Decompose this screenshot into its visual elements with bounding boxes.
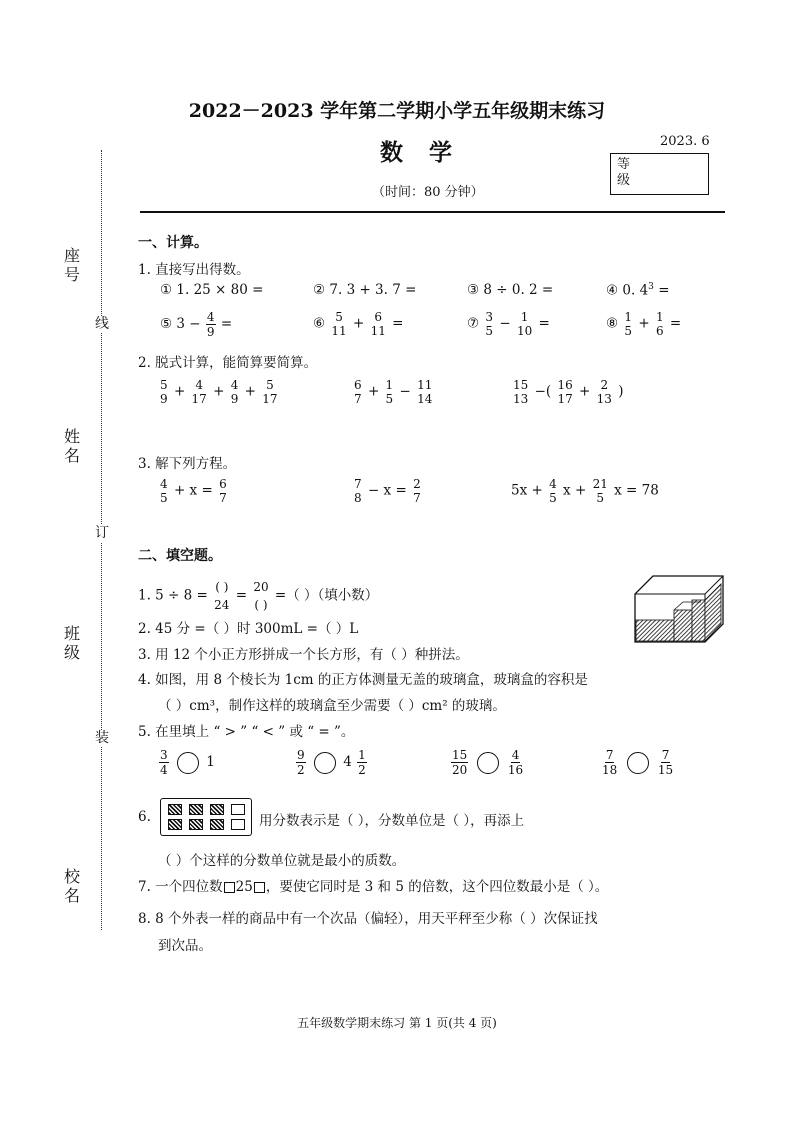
s1-q2-stem: 2. 脱式计算，能简算要简算。 [138, 355, 318, 371]
header-rule [140, 211, 725, 213]
fraction-strip-figure [160, 798, 252, 836]
s2-q1: 1. 5 ÷ 8 = ( ) 24 = 20 ( ) =（ ）（填小数） [138, 580, 379, 612]
school-label: 校名 [63, 867, 80, 905]
s1-q3-eq-1: 4 5 + x = 6 7 [160, 477, 227, 505]
binding-mark-zhuang: 装 [95, 730, 109, 746]
s1-q1-item-3: ③ 8 ÷ 0. 2 = [467, 282, 554, 298]
glass-box-figure [631, 572, 726, 644]
s2-q6-line-1: 用分数表示是（ ），分数单位是（ ），再添上 [259, 813, 525, 829]
grade-box [610, 153, 709, 195]
s2-q5-compare-2: $\frac{9}{2}$ 4 $\frac{1}{2}$ [297, 748, 366, 777]
s2-q5-compare-4: $\frac{7}{18}$ $\frac{7}{15}$ [602, 748, 674, 777]
s1-q3-stem: 3. 解下列方程。 [138, 456, 237, 472]
s2-q3: 3. 用 12 个小正方形拼成一个长方形，有（ ）种拼法。 [138, 647, 469, 663]
s2-q8-line-1: 8. 8 个外表一样的商品中有一个次品（偏轻），用天平秤至少称（ ）次保证找 [138, 911, 598, 927]
s1-q1-item-4: ④ 0. $4^3$ = [606, 282, 670, 299]
s2-q4-line-2: （ ）cm³，制作这样的玻璃盒至少需要（ ）cm² 的玻璃。 [158, 698, 506, 714]
s1-q1-item-6: ⑥ 5 11 + 6 11 = [313, 310, 404, 338]
name-label: 姓名 [63, 427, 80, 465]
s1-q1-stem: 1. 直接写出得数。 [138, 262, 250, 278]
s2-q2: 2. 45 分 =（ ）时 300mL =（ ）L [138, 621, 359, 637]
subject-title: 数学 [380, 139, 478, 166]
compare-circle[interactable] [627, 752, 649, 774]
s1-q1-item-8: ⑧ 1 5 + 1 6 = [606, 310, 682, 338]
s1-q2-expr-3: 15 13 −( 16 17 + 2 13 ) [513, 378, 624, 406]
s1-q1-item-2: ② 7. 3 + 3. 7 = [313, 282, 417, 298]
binding-mark-ding: 订 [95, 525, 109, 541]
s2-q6-number: 6. [138, 809, 151, 825]
s1-q2-expr-1: 5 9 + 4 17 + 4 9 + 5 17 [160, 378, 278, 406]
s1-q2-expr-2: 6 7 + 1 5 − 11 14 [354, 378, 433, 406]
section-1-title: 一、计算。 [138, 235, 208, 251]
class-label: 班级 [63, 624, 80, 662]
s1-q3-eq-2: 7 8 − x = 2 7 [354, 477, 421, 505]
seat-label: 座号 [63, 246, 80, 284]
compare-circle[interactable] [314, 752, 336, 774]
s2-q5-compare-3: $\frac{15}{20}$ $\frac{4}{16}$ [452, 748, 524, 777]
exam-title: 2022－2023 学年第二学期小学五年级期末练习 [188, 100, 606, 122]
s2-q4-line-1: 4. 如图，用 8 个棱长为 1cm 的正方体测量无盖的玻璃盒，玻璃盒的容积是 [138, 672, 588, 688]
s2-q5-stem: 5. 在里填上 “ > ” “ < ” 或 “ = ”。 [138, 724, 355, 740]
s2-q8-line-2: 到次品。 [158, 938, 212, 954]
compare-circle[interactable] [177, 752, 199, 774]
s2-q7: 7. 一个四位数 25 ，要使它同时是 3 和 5 的倍数，这个四位数最小是（ ）。 [138, 879, 609, 895]
s1-q3-eq-3: 5x + 4 5 x + 21 5 x = 78 [511, 477, 659, 505]
grade-label: 等级 [617, 157, 631, 188]
s2-q6-line-2: （ ）个这样的分数单位就是最小的质数。 [158, 853, 406, 869]
s2-q5-compare-1: $\frac{3}{4}$ 1 [160, 748, 215, 777]
s1-q1-item-7: ⑦ 3 5 − 1 10 = [467, 310, 550, 338]
s1-q1-item-1: ① 1. 25 × 80 = [160, 282, 264, 298]
page-footer: 五年级数学期末练习 第 1 页(共 4 页) [297, 1016, 497, 1030]
binding-mark-xian: 线 [95, 316, 109, 332]
section-2-title: 二、填空题。 [138, 548, 222, 564]
exam-duration: （时间：80 分钟） [372, 185, 484, 200]
compare-circle[interactable] [477, 752, 499, 774]
s1-q1-item-5: ⑤ 3 − $\frac{4}{9}$ = [160, 310, 233, 339]
exam-date: 2023. 6 [660, 134, 710, 149]
